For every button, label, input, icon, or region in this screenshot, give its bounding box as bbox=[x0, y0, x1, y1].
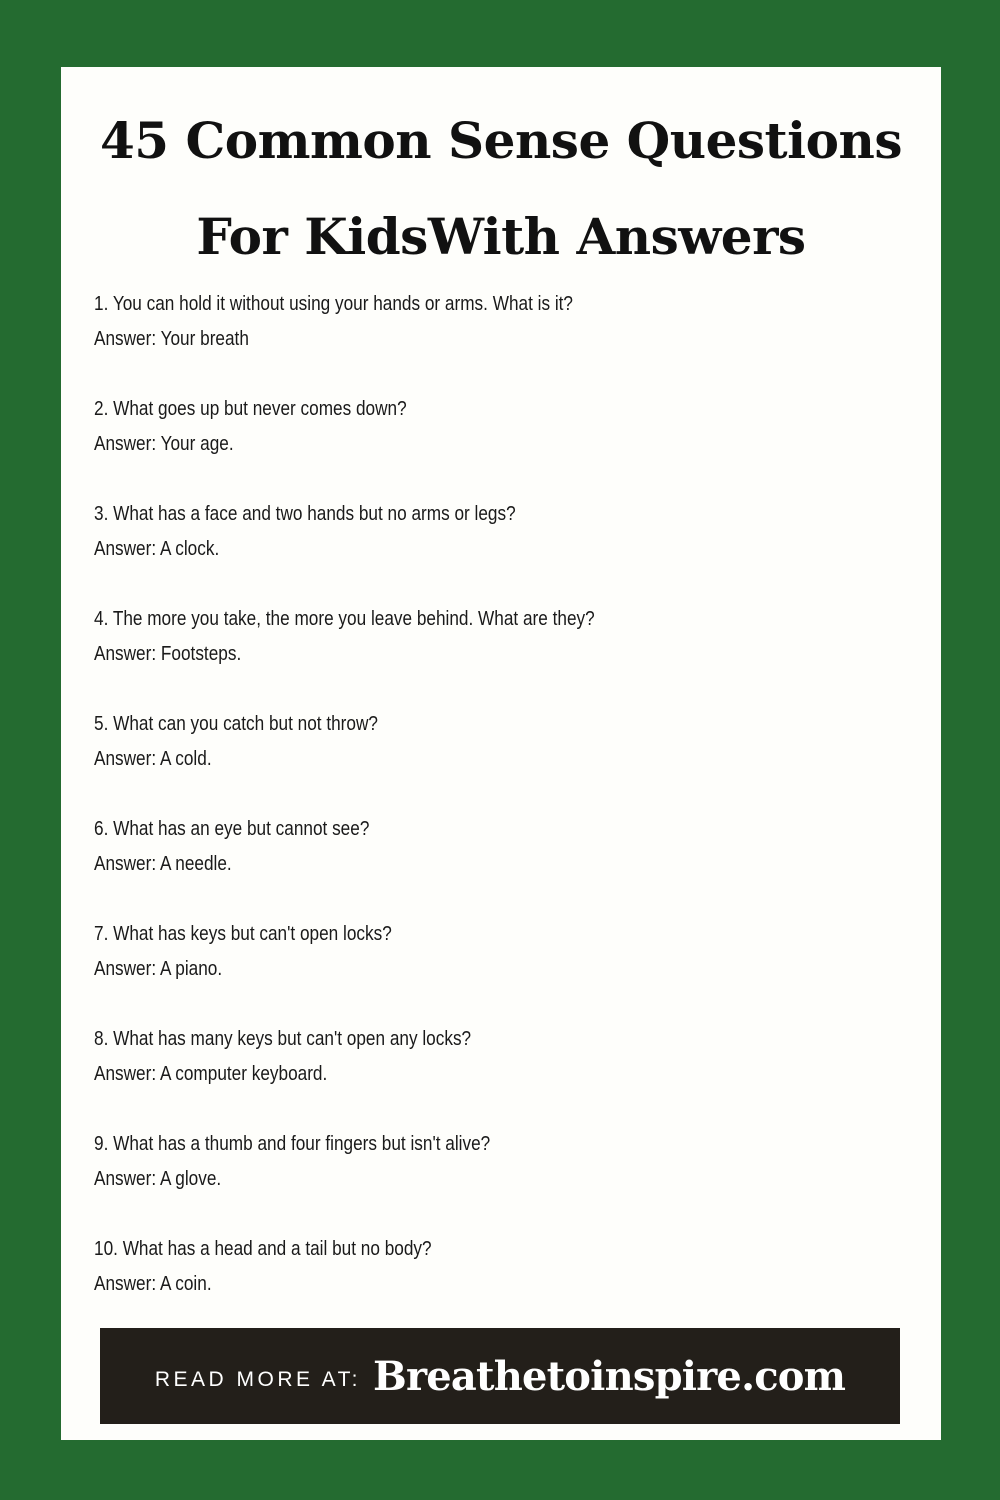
answer-text: Answer: Your age. bbox=[94, 433, 234, 455]
page-title bbox=[61, 93, 941, 285]
question-text: 2. What goes up but never comes down? bbox=[94, 398, 407, 420]
list-item bbox=[94, 1022, 914, 1127]
list-item bbox=[94, 392, 914, 497]
content-card bbox=[61, 67, 941, 1440]
list-item bbox=[94, 707, 914, 812]
read-more-banner[interactable] bbox=[100, 1328, 900, 1424]
list-item bbox=[94, 1232, 914, 1337]
list-item bbox=[94, 497, 914, 602]
answer-text: Answer: A cold. bbox=[94, 748, 212, 770]
question-text: 10. What has a head and a tail but no body? bbox=[94, 1238, 432, 1260]
answer-text: Answer: A piano. bbox=[94, 958, 223, 980]
website-link[interactable]: Breathetoinspire.com bbox=[372, 1352, 846, 1400]
question-text: 5. What can you catch but not throw? bbox=[94, 713, 378, 735]
question-text: 3. What has a face and two hands but no arms or legs? bbox=[94, 503, 516, 525]
title-line-1: 45 Common Sense Questions bbox=[99, 111, 902, 170]
answer-text: Answer: A clock. bbox=[94, 538, 220, 560]
title-line-2: For KidsWith Answers bbox=[196, 207, 806, 266]
answer-text: Answer: A glove. bbox=[94, 1168, 222, 1190]
answer-text: Answer: A needle. bbox=[94, 853, 232, 875]
list-item bbox=[94, 287, 914, 392]
question-text: 7. What has keys but can't open locks? bbox=[94, 923, 392, 945]
list-item bbox=[94, 1127, 914, 1232]
question-text: 6. What has an eye but cannot see? bbox=[94, 818, 370, 840]
answer-text: Answer: Your breath bbox=[94, 328, 249, 350]
list-item bbox=[94, 812, 914, 917]
list-item bbox=[94, 917, 914, 1022]
question-text: 8. What has many keys but can't open any locks? bbox=[94, 1028, 472, 1050]
question-list bbox=[94, 287, 914, 1337]
read-more-label: READ MORE AT: bbox=[154, 1368, 361, 1391]
answer-text: Answer: A coin. bbox=[94, 1273, 212, 1295]
question-text: 4. The more you take, the more you leave behind. What are they? bbox=[94, 608, 595, 630]
answer-text: Answer: A computer keyboard. bbox=[94, 1063, 328, 1085]
answer-text: Answer: Footsteps. bbox=[94, 643, 242, 665]
list-item bbox=[94, 602, 914, 707]
question-text: 1. You can hold it without using your hands or arms. What is it? bbox=[94, 293, 574, 315]
question-text: 9. What has a thumb and four fingers but isn't alive? bbox=[94, 1133, 491, 1155]
